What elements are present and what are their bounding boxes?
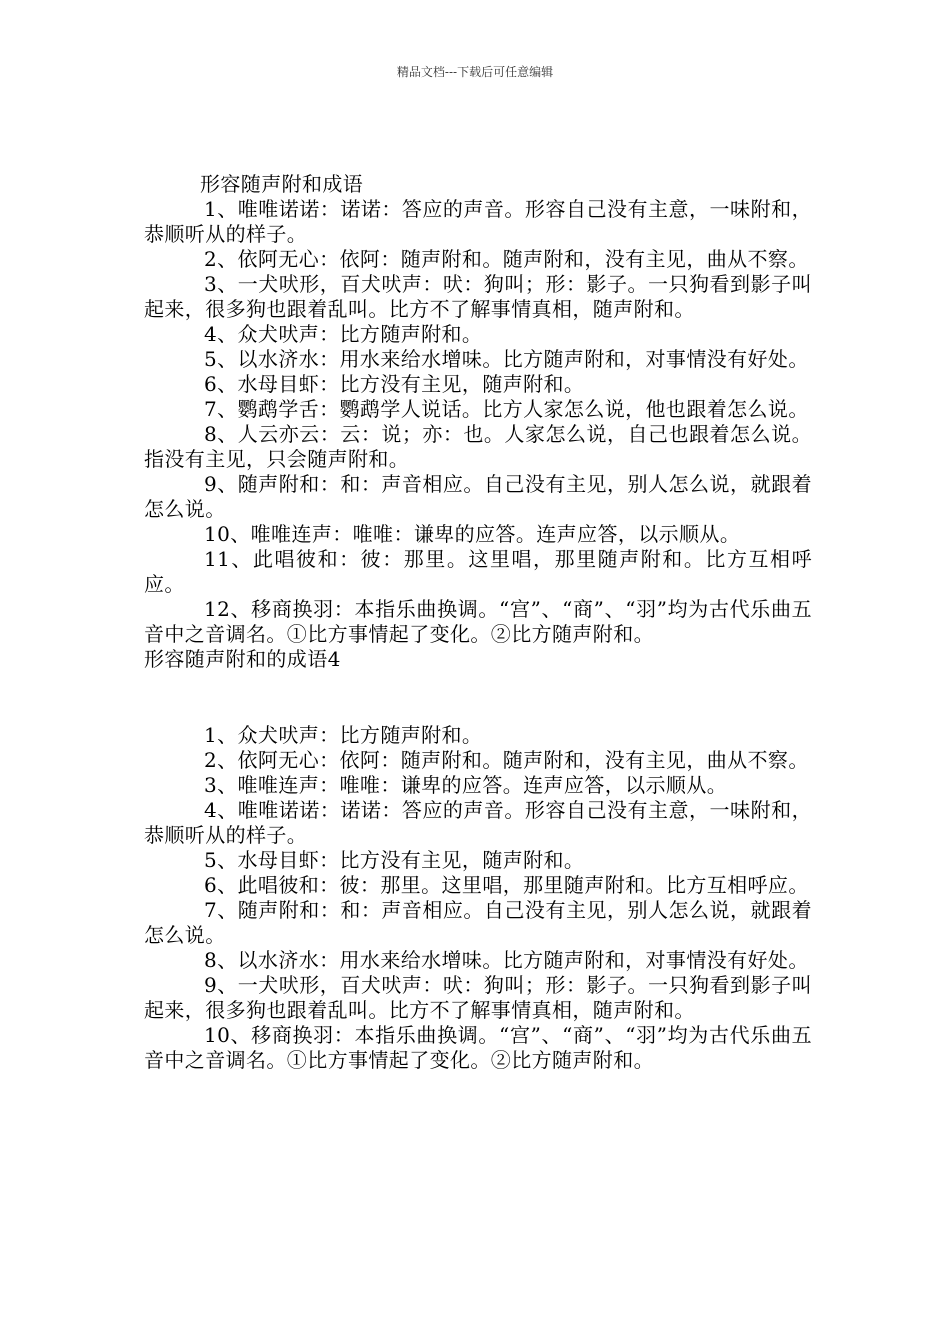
list-item: 2、依阿无心：依阿：随声附和。随声附和，没有主见，曲从不察。 (204, 247, 809, 271)
list-item: 7、鹦鹉学舌：鹦鹉学人说话。比方人家怎么说，他也跟着怎么说。 (204, 397, 809, 421)
list-item: 8、以水济水：用水来给水增味。比方随声附和，对事情没有好处。 (204, 948, 809, 972)
list-item: 10、移商换羽：本指乐曲换调。“宫”、“商”、“羽”均为古代乐曲五音中之音调名。①比方事情起了变化。②比方随声附和。 (144, 1023, 812, 1072)
section-1-title: 形容随声附和成语 (200, 172, 364, 196)
list-item: 9、一犬吠形，百犬吠声：吠：狗叫；形：影子。一只狗看到影子叫起来，很多狗也跟着乱叫。比方不了解事情真相，随声附和。 (144, 973, 812, 1022)
list-item: 4、唯唯诺诺：诺诺：答应的声音。形容自己没有主意，一味附和，恭顺听从的样子。 (144, 798, 812, 847)
list-item: 4、众犬吠声：比方随声附和。 (204, 322, 483, 346)
list-item: 3、唯唯连声：唯唯：谦卑的应答。连声应答，以示顺从。 (204, 773, 728, 797)
list-item: 1、唯唯诺诺：诺诺：答应的声音。形容自己没有主意，一味附和，恭顺听从的样子。 (144, 197, 812, 246)
section-2-list (144, 723, 812, 1073)
section-1-list (144, 197, 812, 647)
page-header: 精品文档---下载后可任意编辑 (396, 65, 554, 79)
list-item: 2、依阿无心：依阿：随声附和。随声附和，没有主见，曲从不察。 (204, 748, 809, 772)
list-item: 5、水母目虾：比方没有主见，随声附和。 (204, 848, 585, 872)
list-item: 9、随声附和：和：声音相应。自己没有主见，别人怎么说，就跟着怎么说。 (144, 472, 812, 521)
list-item: 12、移商换羽：本指乐曲换调。“宫”、“商”、“羽”均为古代乐曲五音中之音调名。①比方事情起了变化。②比方随声附和。 (144, 597, 812, 646)
document-body (144, 172, 812, 1073)
list-item: 6、水母目虾：比方没有主见，随声附和。 (204, 372, 585, 396)
list-item: 11、此唱彼和：彼：那里。这里唱，那里随声附和。比方互相呼应。 (144, 547, 812, 596)
list-item: 6、此唱彼和：彼：那里。这里唱，那里随声附和。比方互相呼应。 (204, 873, 809, 897)
section-2-title: 形容随声附和的成语4 (144, 647, 341, 671)
list-item: 10、唯唯连声：唯唯：谦卑的应答。连声应答，以示顺从。 (204, 522, 741, 546)
list-item: 3、一犬吠形，百犬吠声：吠：狗叫；形：影子。一只狗看到影子叫起来，很多狗也跟着乱叫。比方不了解事情真相，随声附和。 (144, 272, 812, 321)
list-item: 8、人云亦云：云：说；亦：也。人家怎么说，自己也跟着怎么说。指没有主见，只会随声附和。 (144, 422, 812, 471)
section-spacer (144, 672, 812, 723)
list-item: 1、众犬吠声：比方随声附和。 (204, 723, 483, 747)
list-item: 7、随声附和：和：声音相应。自己没有主见，别人怎么说，就跟着怎么说。 (144, 898, 812, 947)
list-item: 5、以水济水：用水来给水增味。比方随声附和，对事情没有好处。 (204, 347, 809, 371)
